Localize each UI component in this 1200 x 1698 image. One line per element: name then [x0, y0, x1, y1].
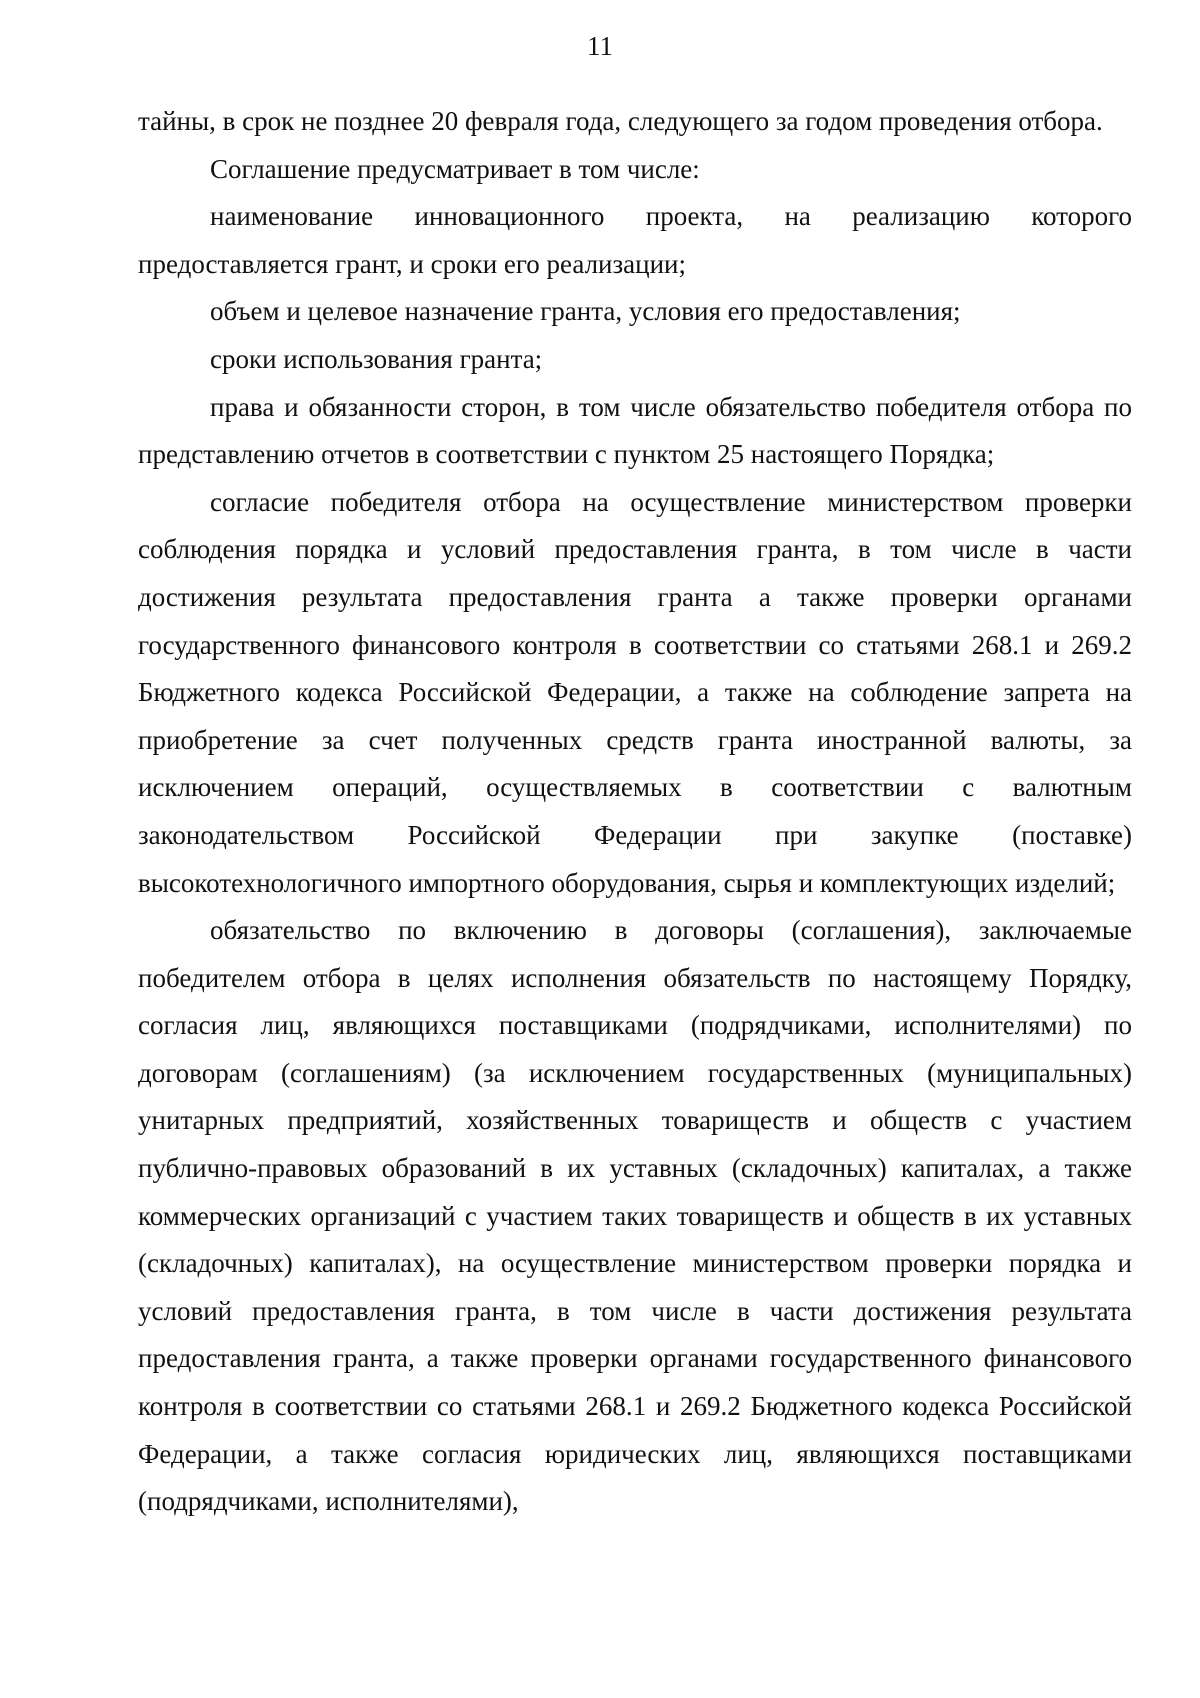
paragraph-consent: согласие победителя отбора на осуществление министерством проверки соблюдения порядка и условий предоставления гранта, в том числе в части достижения результата предоставления гранта а также проверки органами государственного финансового контроля в соответствии со статьями 268.1 и 269.2 Бюджетного кодекса Российской Федерации, а также на соблюдение запрета на приобретение за счет полученных средств гранта иностранной валюты, за исключением операций, осуществляемых в соответствии с валютным законодательством Российской Федерации при закупке (поставке) высокотехнологичного импортного оборудования, сырья и комплектующих изделий; — [138, 486, 1132, 898]
paragraph-grant-volume: объем и целевое назначение гранта, условия его предоставления; — [210, 296, 961, 327]
paragraph-obligation: обязательство по включению в договоры (соглашения), заключаемые победителем отбора в целях исполнения обязательств по настоящему Порядку, согласия лиц, являющихся поставщиками (подрядчиками, исполнителями) по договорам (соглашениям) (за исключением государственных (муниципальных) унитарных предприятий, хозяйственных товариществ и обществ с участием публично-правовых образований в их уставных (складочных) капиталах, а также коммерческих организаций с участием таких товариществ и обществ в их уставных (складочных) капиталах), на осуществление министерством проверки порядка и условий предоставления гранта, в том числе в части достижения результата предоставления гранта, а также проверки органами государственного финансового контроля в соответствии со статьями 268.1 и 269.2 Бюджетного кодекса Российской Федерации, а также согласия юридических лиц, являющихся поставщиками (подрядчиками, исполнителями), — [138, 915, 1132, 1517]
page-number: 11 — [587, 31, 613, 61]
document-body — [138, 98, 1132, 1526]
paragraph-rights-duties: права и обязанности сторон, в том числе обязательство победителя отбора по представлению отчетов в соответствии с пунктом 25 настоящего Порядка; — [138, 391, 1132, 470]
paragraph-continuation: тайны, в срок не позднее 20 февраля года, следующего за годом проведения отбора. — [138, 106, 1103, 136]
paragraph-project-name: наименование инновационного проекта, на реализацию которого предоставляется грант, и сроки его реализации; — [138, 201, 1132, 279]
paragraph-agreement-intro: Соглашение предусматривает в том числе: — [210, 153, 700, 184]
paragraph-grant-terms: сроки использования гранта; — [210, 343, 543, 374]
